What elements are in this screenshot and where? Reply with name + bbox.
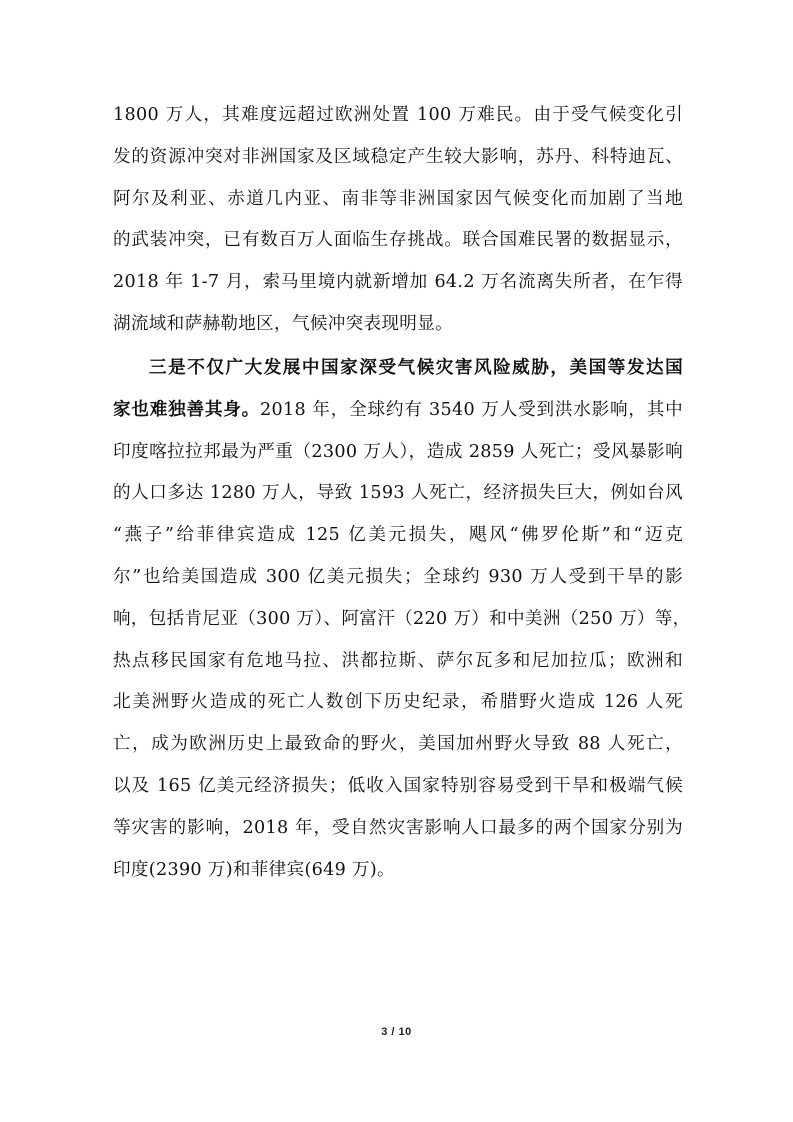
- text-line: 的人口多达 1280 万人，导致 1593 人死亡，经济损失巨大，例如台风: [113, 483, 683, 504]
- bold-heading-end: 家也难独善其身。: [113, 399, 261, 420]
- text-line-rest: 2018 年，全球约有 3540 万人受到洪水影响，其中: [260, 399, 683, 420]
- text-line: 2018 年 1-7 月，索马里境内就新增加 64.2 万名流离失所者，在乍得: [113, 272, 683, 293]
- text-line: 1800 万人，其难度远超过欧洲处置 100 万难民。由于受气候变化引: [113, 105, 683, 125]
- page-number: 3 / 10: [381, 1026, 412, 1038]
- text-line: 印度(2390 万)和菲律宾(649 万)。: [113, 859, 395, 880]
- text-line: 北美洲野火造成的死亡人数创下历史纪录，希腊野火造成 126 人死: [113, 692, 683, 713]
- text-line: 等灾害的影响，2018 年，受自然灾害影响人口最多的两个国家分别为: [113, 817, 683, 838]
- bold-heading-line: 三是不仅广大发展中国家深受气候灾害风险威胁，美国等发达国: [149, 358, 683, 378]
- text-line: “燕子”给菲律宾造成 125 亿美元损失，飓风“佛罗伦斯”和“迈克: [113, 525, 683, 546]
- text-line: 湖流域和萨赫勒地区，气候冲突表现明显。: [113, 313, 453, 334]
- text-line: 以及 165 亿美元经济损失；低收入国家特别容易受到干旱和极端气候: [113, 775, 683, 796]
- text-line: 阿尔及利亚、赤道几内亚、南非等非洲国家因气候变化而加剧了当地: [113, 188, 683, 209]
- text-line: 尔”也给美国造成 300 亿美元损失；全球约 930 万人受到干旱的影: [113, 566, 683, 587]
- text-line: 响，包括肯尼亚（300 万）、阿富汗（220 万）和中美洲（250 万）等，: [113, 608, 691, 629]
- text-line: 的武装冲突，已有数百万人面临生存挑战。联合国难民署的数据显示，: [113, 230, 683, 251]
- text-line: 发的资源冲突对非洲国家及区域稳定产生较大影响，苏丹、科特迪瓦、: [113, 146, 683, 167]
- paragraph-1: [113, 95, 683, 346]
- paragraph-2: [113, 348, 691, 891]
- text-line: 热点移民国家有危地马拉、洪都拉斯、萨尔瓦多和尼加拉瓜；欧洲和: [113, 650, 683, 671]
- text-line: [113, 390, 683, 432]
- text-line: 亡，成为欧洲历史上最致命的野火，美国加州野火导致 88 人死亡，: [113, 734, 683, 755]
- text-line: 印度喀拉拉邦最为严重（2300 万人），造成 2859 人死亡；受风暴影响: [113, 441, 683, 462]
